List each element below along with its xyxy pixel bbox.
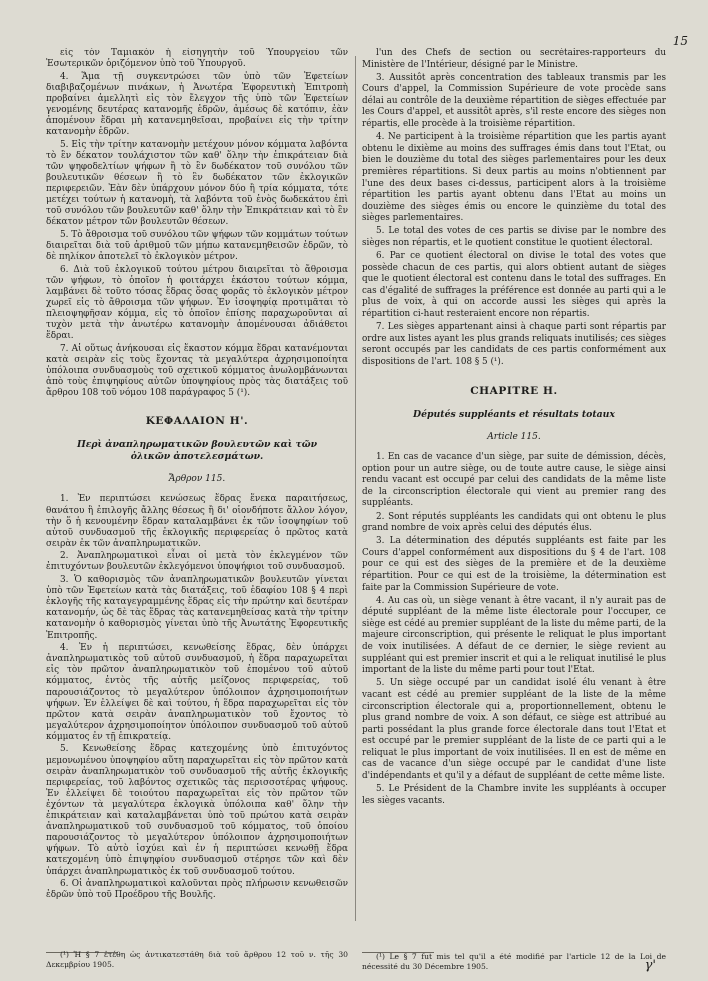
greek-paragraph: 6. Διὰ τοῦ ἐκλογικοῦ τούτου μέτρου διαιρεῖται τὸ ἄθροισμα τῶν ψήφων, τὸ ὁποῖον ἡ φοιτάρχει ἑκάστου τούτων κόμμα, λαμβάνει δὲ τοῦτο τόσας ἕδρας ὅσας φορᾶς τὸ ἐκλογικὸν μέτρον χωρεῖ εἰς τὸ ἄθροισμα τῶν ψήφων. Ἐν ἰσοψηφίᾳ προτιμᾶται τὸ πλειοψηφῆσαν κόμμα, εἰς τὸ ὁποῖον ἐπίσης παραχωροῦνται αἱ τυχὸν μετὰ τὴν ἀνωτέρω κατανομὴν ἀπομένουσαι ἀδιάθετοι ἕδραι. bbox=[46, 264, 348, 342]
page-number-bottom: γ' bbox=[644, 958, 656, 973]
greek-paragraph: 5. Κενωθείσης ἕδρας κατεχομένης ὑπὸ ἐπιτυχόντος μεμονωμένου ὑποψηφίου αὕτη παραχωρεῖται εἰς τὸν πρῶτον κατὰ σειρὰν ἀναπληρωματικὸν τοῦ συνδυασμοῦ τῆς αὐτῆς ἐκλογικῆς περιφερείας, τοῦ λαβόντος σχετικῶς τὰς περισσοτέρας ψήφους. Ἐν ἐλλείψει δὲ τοιούτου παραχωρεῖται εἰς τὸν πρῶτον τῶν ἐχόντων τὰ μεγαλύτερα ἐκλογικὰ ὑπόλοιπα καθ' ὅλην τὴν ἐπικράτειαν καὶ καταλαμβάνεται ὑπὸ τοῦ πρώτου κατὰ σειρὰν ἀναπληρωματικοῦ τοῦ συνδυασμοῦ τοῦ κόμματος, τοῦ ὁποίου παρουσιάζοντος τὸ μεγαλύτερον ὑπόλοιπον ἀχρησιμοποιήτων ψήφων. Τὸ αὐτὸ ἰσχύει καὶ ἐν ἡ περιπτώσει κενωθῇ ἕδρα κατεχομένη ὑπὸ ἐπιψηφίου συνδυασμοῦ στέρησε τῶν καὶ δὲν ὑπάρχει ἀναπληρωματικὸς ἐκ τοῦ συνδυασμοῦ τούτου. bbox=[46, 744, 348, 877]
french-paragraph: l'un des Chefs de section ou secrétaires-rapporteurs du Ministère de l'Intérieur, désigné par le Ministre. bbox=[362, 48, 666, 70]
greek-paragraph: εἰς τὸν Ταμιακὸν ἡ εἰσηγητὴν τοῦ Ὑπουργείου τῶν Ἐσωτερικῶν ὁριζόμενον ὑπὸ τοῦ Ὑπουργοῦ. bbox=[46, 48, 348, 70]
greek-article-heading: Ἄρθρον 115. bbox=[168, 474, 226, 485]
column-divider bbox=[355, 56, 356, 921]
greek-chapter-title: ΚΕΦΑΛΑΙΟΝ Η'. bbox=[145, 415, 249, 428]
greek-paragraph: 4. Ἐν ἡ περιπτώσει, κενωθείσης ἕδρας, δὲν ὑπάρχει ἀναπληρωματικὸς τοῦ αὐτοῦ συνδυασμοῦ, ἡ ἕδρα παραχωρεῖται εἰς τὸν πρῶτον ἀναπληρωματικὸν τοῦ ἑπομένου τοῦ αὐτοῦ κόμματος, ἐντὸς τῆς αὐτῆς μείζονος περιφερείας, τοῦ παρουσιάζοντος τὸ μεγαλύτερον ὑπόλοιπον ἀχρησιμοποιήτων ψήφων. Ἐν ἐλλείψει δὲ καὶ τούτου, ἡ ἕδρα παραχωρεῖται εἰς τὸν πρῶτον κατὰ σειρὰν ἀναπληρωματικὸν τοῦ ἔχοντος τὸ μεγαλύτερον ἀχρησιμοποίητον ὑπόλοιπον συνδυασμοῦ τοῦ αὐτοῦ κόμματος ἐν τῇ ἐπικρατείᾳ. bbox=[46, 643, 348, 742]
french-paragraph: 3. Aussitôt après concentration des tableaux transmis par les Cours d'appel, la Commission Supérieure de vote procède sans délai au contrôle de la deuxième répartition de sièges effectuée par les Cours d'appel, et aussitôt après, s'il reste encore des sièges non répartis, elle procède à la troisième répartition. bbox=[362, 72, 666, 130]
greek-paragraph: 5. Τὸ ἄθροισμα τοῦ συνόλου τῶν ψήφων τῶν κομμάτων τούτων διαιρεῖται διὰ τοῦ ἀριθμοῦ τῶν μήπω κατανεμηθεισῶν ἑδρῶν, τὸ δὲ πηλίκον ἀποτελεῖ τὸ ἐκλογικὸν μέτρον. bbox=[46, 230, 348, 263]
french-column bbox=[362, 48, 666, 947]
french-paragraph: 7. Les sièges appartenant ainsi à chaque parti sont répartis par ordre aux listes ayant les plus grands reliquats inutilisés; ces sièges seront occupés par les candidats de ces partis conformément aux dispositions de l'art. 108 § 5 (¹). bbox=[362, 322, 666, 367]
greek-paragraph: 3. Ὁ καθορισμὸς τῶν ἀναπληρωματικῶν βουλευτῶν γίνεται ὑπὸ τῶν Ἐφετείων κατὰ τὰς διατάξεις, τοῦ ἐδαφίου 108 § 4 περὶ ἐκλογῆς τῆς καταγεγραμμένης ἕδρας εἰς τὴν πρώτην καὶ δευτέραν κατανομήν, ὡς δὲ τὰς ἕδρας τὰς κατανεμηθείσας κατὰ τὴν τρίτην κατανομὴν ὁ καθορισμὸς γίνεται ὑπὸ τῆς Ἀνωτάτης Ἐφορευτικῆς Ἐπιτροπῆς. bbox=[46, 575, 348, 641]
greek-paragraph: 2. Ἀναπληρωματικοὶ εἶναι οἱ μετὰ τὸν ἐκλεγμένον τῶν ἐπιτυχόντων βουλευτῶν ἐκλεγόμενοι ὑποψήφιοι τοῦ συνδυασμοῦ. bbox=[46, 551, 348, 573]
french-paragraph: 3. La détermination des députés suppléants est faite par les Cours d'appel conformément aux dispositions du § 4 de l'art. 108 pour ce qui est des sièges de la première et de la deuxième répartition. Pour ce qui est de la troisième, la détermination est faite par la Commission Supérieure de vote. bbox=[362, 536, 666, 593]
greek-footnote: (¹) Ἡ § 7 ἐτέθη ὡς ἀντικατεστάθη διὰ τοῦ ἄρθρου 12 τοῦ ν. τῆς 30 Δεκεμβρίου 1905. bbox=[46, 950, 348, 969]
greek-paragraph: 1. Ἐν περιπτώσει κενώσεως ἕδρας ἕνεκα παραιτήσεως, θανάτου ἢ ἐπιλογῆς ἄλλης θέσεως ἢ δι' οἱονδήποτε ἄλλον λόγον, τὴν ὅ ἡ κενουμένην ἕδραν καταλαμβάνει ἐκ τῶν ἰσοψηφίων τοῦ αὐτοῦ συνδυασμοῦ τῆς ἐκλογικῆς περιφερείας ὁ πρῶτος κατὰ σειρὰν ἐκ τῶν ἀναπληρωματικῶν. bbox=[46, 494, 348, 549]
french-paragraph: 5. Le Président de la Chambre invite les suppléants à occuper les sièges vacants. bbox=[362, 784, 666, 806]
greek-paragraph: 7. Αἱ οὕτως ἀνήκουσαι εἰς ἕκαστον κόμμα ἕδραι κατανέμονται κατὰ σειρὰν εἰς τοὺς ἔχοντας τὰ μεγαλύτερα ἀχρησιμοποίητα ὑπόλοιπα συνδυασμοὺς τοῦ σχετικοῦ κόμματος ἀνωλομβάνωνται ἀπὸ τοὺς ἐπιψηφίους αὐτῶν ὑποψηφίους πρὸς τὰς διατάξεις τοῦ ἄρθρου 108 τοῦ νόμου 108 παράγραφος 5 (¹). bbox=[46, 343, 348, 399]
french-chapter-title: CHAPITRE H. bbox=[470, 384, 558, 397]
french-paragraph: 2. Sont réputés suppléants les candidats qui ont obtenu le plus grand nombre de voix après celui des députés élus. bbox=[362, 511, 666, 534]
french-footnote: (¹) Le § 7 fut mis tel qu'il a été modifié par l'article 12 de la Loi de nécessité du 30 Décembre 1905. bbox=[362, 952, 666, 971]
french-paragraph: 5. Le total des votes de ces partis se divise par le nombre des sièges non répartis, et le quotient constitue le quotient électoral. bbox=[362, 226, 666, 248]
french-paragraph: 6. Par ce quotient électoral on divise le total des votes que possède chacun de ces partis, qui alors obtient autant de sièges que le quotient électoral est contenu dans le total des suffrages. En cas d'égalité de suffrages la préférence est donnée au parti qui a le plus de voix, à qui on accorde aussi les sièges qui après la répartition ci-haut resteraient encore non répartis. bbox=[362, 251, 666, 320]
french-paragraph: 1. En cas de vacance d'un siège, par suite de démission, décès, option pour un autre siège, ou de toute autre cause, le siège ainsi rendu vacant est occupé par celui des candidats de la même liste de la circonscription électorale qui vient au premier rang des suppléants. bbox=[362, 452, 666, 509]
french-chapter-subtitle: Députés suppléants et résultats totaux bbox=[413, 408, 615, 420]
greek-paragraph: 4. Ἅμα τῇ συγκεντρώσει τῶν ὑπὸ τῶν Ἐφετείων διαβιβαζομένων πινάκων, ἡ Ἀνωτέρα Ἐφορευτικὴ Ἐπιτροπὴ προβαίνει ἀμελλητὶ εἰς τὸν ἔλεγχον τῆς ὑπὸ τῶν Ἐφετείων γενομένης δευτέρας κατανομῆς ἑδρῶν, ἀμέσως δὲ κατόπιν, ἐὰν ἀπομένουν ἕδραι μὴ κατανεμηθεῖσαι, προβαίνει εἰς τὴν τρίτην κατανομὴν ἑδρῶν. bbox=[46, 71, 348, 138]
greek-paragraph: 5. Εἰς τὴν τρίτην κατανομὴν μετέχουν μόνον κόμματα λαβόντα τὸ ἓν δέκατον τουλάχιστον τῶν καθ' ὅλην τὴν ἐπικράτειαν διὰ τῶν ψηφοδελτίων ψήφων ἢ τὸ ἓν δωδέκατον τοῦ συνόλου τῶν βουλευτικῶν θέσεων ἢ τὸ ἓν δωδέκατον τῶν ἐκλογικῶν περιφερειῶν. Ἐὰν δὲν ὑπάρχουν μόνον δύο ἢ τρία κόμματα, τότε μετέχει τούτων ἡ κατανομὴ, τὰ λαβόντα τοῦ ἑνὸς δωδεκάτου ἐπὶ τοῦ συνόλου τῶν βουλευτῶν καθ' ὅλην τὴν Ἐπικράτειαν καὶ τὸ ἓν δέκατον μέτρον τῶν βουλευτῶν θέσεων. bbox=[46, 139, 348, 228]
french-paragraph: 4. Au cas où, un siège venant à être vacant, il n'y aurait pas de député suppléant de la même liste électorale pour l'occuper, ce siège est cédé au premier suppléant de la liste du même parti, de la majeure circonscription, qui présente le reliquat le plus important de voix inutilisées. A défaut de ce dernier, le siège revient au suppléant qui est premier inscrit et qui a le reliquat inutilisé le plus important de la liste du même parti pour tout l'Etat. bbox=[362, 595, 666, 676]
french-paragraph: 5. Un siège occupé par un candidat isolé élu venant à être vacant est cédé au premier suppléant de la liste de la même circonscription électorale qui a, proportionnellement, obtenu le plus grand nombre de voix. A son défaut, ce siège est attribué au parti possédant la plus grande force électorale dans tout l'Etat et est occupé par le premier suppléant de la liste de ce parti qui a le reliquat le plus important de voix inutilisées. Il en est de même en cas de vacance d'un siège occupé par le candidat d'une liste d'indépendants et qu'il y a défaut de suppléant de cette même liste. bbox=[362, 678, 666, 782]
page-number-top: 15 bbox=[672, 34, 688, 48]
greek-chapter-subtitle: Περὶ ἀναπληρωματικῶν βουλευτῶν καὶ τῶν ὁλικῶν ἀποτελεσμάτων. bbox=[76, 439, 318, 462]
greek-column bbox=[46, 48, 348, 947]
french-paragraph: 4. Ne participent à la troisième répartition que les partis ayant obtenu le dixième au moins des suffrages émis dans tout l'Etat, ou bien le douzième du total des sièges parlementaires pour les deux premières répartitions. Si deux partis au moins n'obtiennent par l'une des deux bases ci-dessus, participent alors à la troisième répartition les partis ayant obtenu dans l'Etat au moins un douzième des sièges émis ou encore le quinzième du total des sièges parlementaires. bbox=[362, 132, 666, 224]
greek-paragraph: 6. Οἱ ἀναπληρωματικοὶ καλοῦνται πρὸς πλήρωσιν κενωθεισῶν ἑδρῶν ὑπὸ τοῦ Προέδρου τῆς Βουλῆς. bbox=[46, 879, 348, 901]
french-article-heading: Article 115. bbox=[487, 432, 541, 443]
